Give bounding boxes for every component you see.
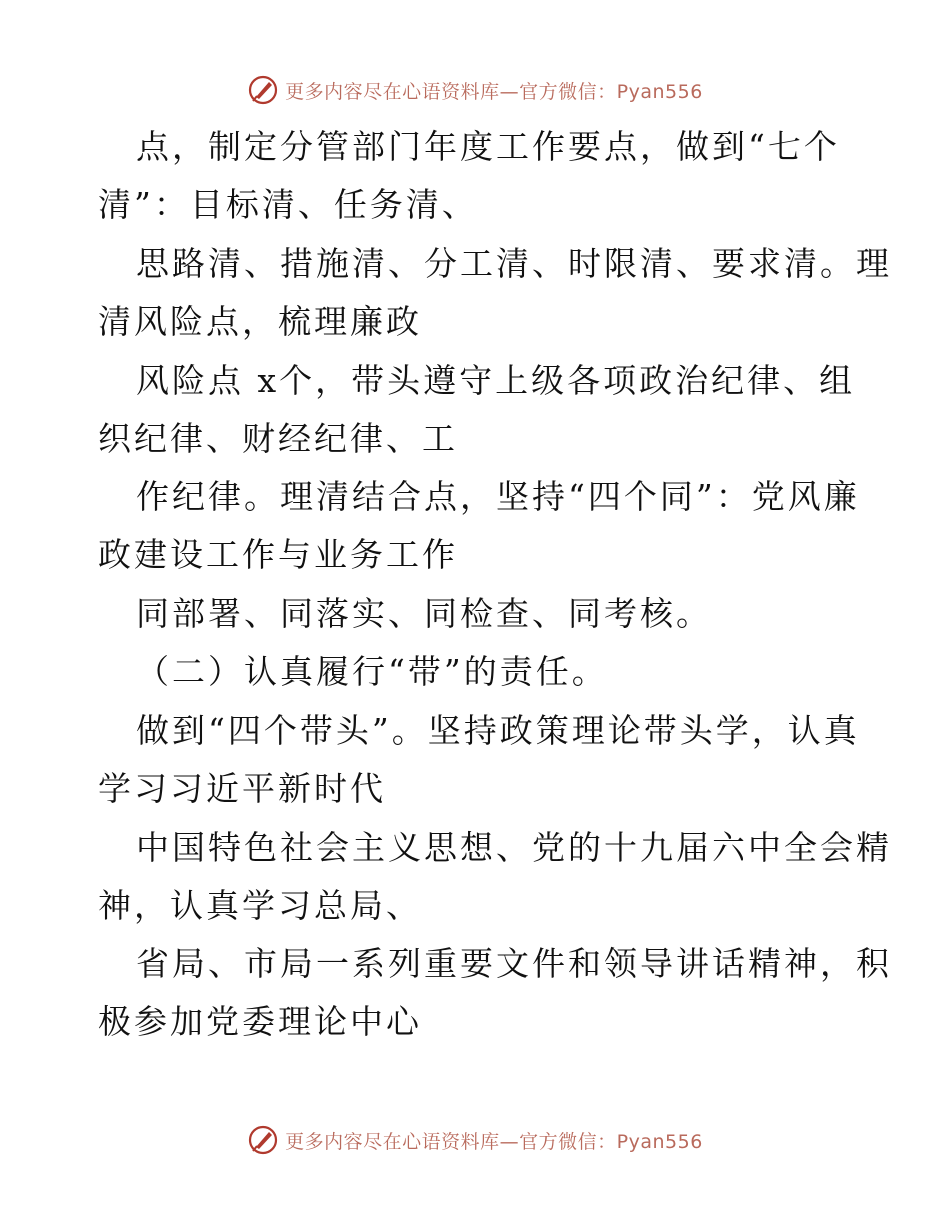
paragraph-line: 作纪律。理清结合点，坚持“四个同”：党风廉 <box>136 477 860 516</box>
section-heading: （二）认真履行“带”的责任。 <box>136 652 608 691</box>
banner-text: 更多内容尽在心语资料库—官方微信：Pyan556 <box>285 1130 703 1153</box>
paragraph-line: 同部署、同落实、同检查、同考核。 <box>136 594 712 633</box>
quill-pen-icon <box>247 74 279 106</box>
paragraph-line: 风险点 x个，带头遵守上级各项政治纪律、组 <box>136 361 856 400</box>
banner-text: 更多内容尽在心语资料库—官方微信：Pyan556 <box>285 80 703 103</box>
paragraph-line: 神，认真学习总局、 <box>98 886 422 925</box>
paragraph-line: 清风险点，梳理廉政 <box>98 302 422 341</box>
paragraph-line: 做到“四个带头”。坚持政策理论带头学，认真 <box>136 711 860 750</box>
paragraph-line: 中国特色社会主义思想、党的十九届六中全会精 <box>136 828 892 867</box>
footer-banner <box>0 1120 950 1160</box>
header-banner <box>0 70 950 110</box>
quill-pen-icon <box>247 1124 279 1156</box>
paragraph-line: 点，制定分管部门年度工作要点，做到“七个 <box>136 127 840 166</box>
paragraph-line: 极参加党委理论中心 <box>98 1002 422 1041</box>
paragraph-line: 学习习近平新时代 <box>98 769 386 808</box>
paragraph-line: 政建设工作与业务工作 <box>98 535 458 574</box>
paragraph-line: 清”：目标清、任务清、 <box>98 185 478 224</box>
paragraph-line: 织纪律、财经纪律、工 <box>98 419 458 458</box>
paragraph-line: 思路清、措施清、分工清、时限清、要求清。理 <box>136 244 892 283</box>
paragraph-line: 省局、市局一系列重要文件和领导讲话精神，积 <box>136 944 892 983</box>
